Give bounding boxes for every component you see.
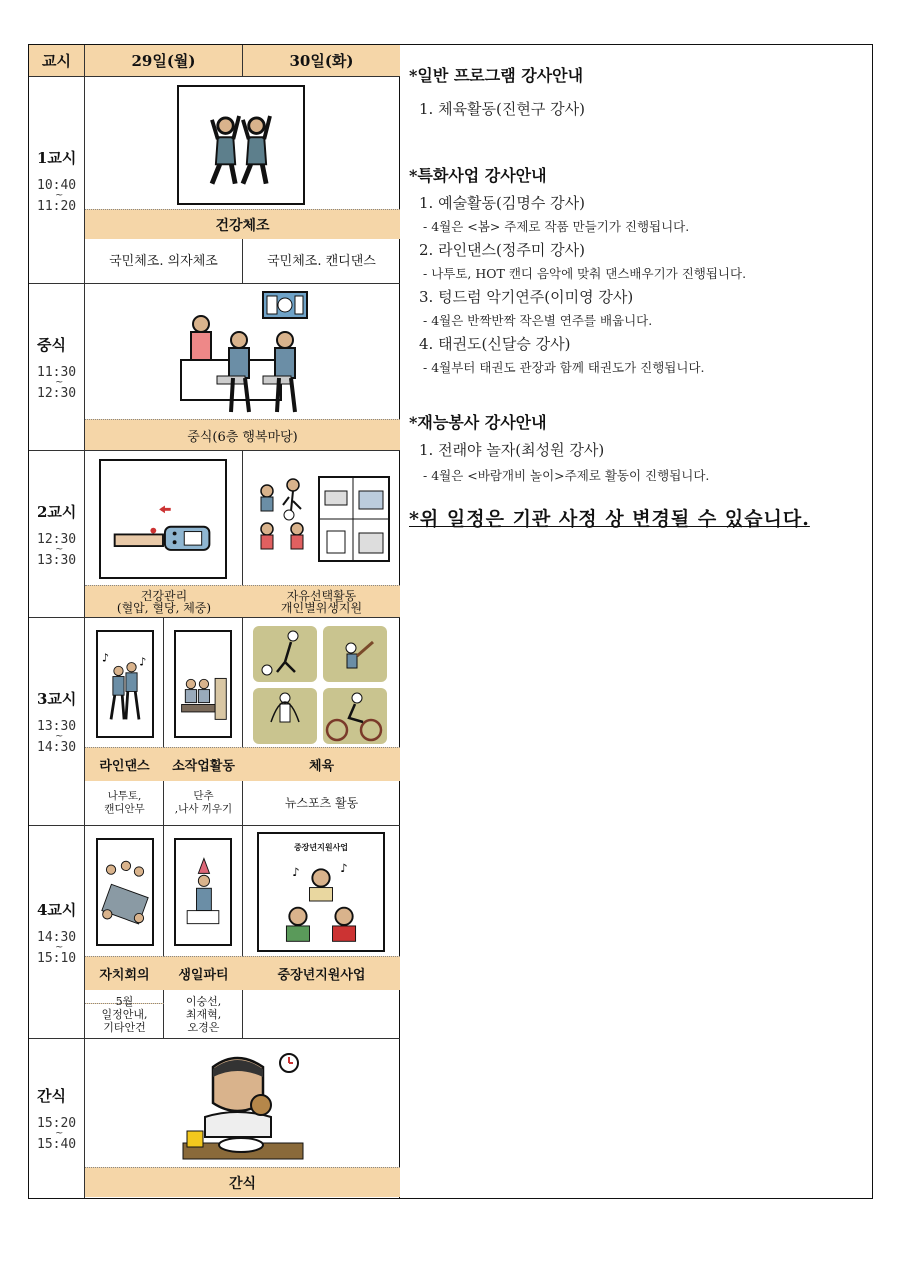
special-item-2: 2. 라인댄스(정주미 강사) bbox=[419, 241, 585, 259]
free-activity-icon bbox=[253, 471, 393, 571]
period-tilde: ~ bbox=[55, 731, 64, 742]
header-day2: 30일(화) bbox=[243, 45, 400, 77]
schedule-table bbox=[29, 45, 400, 1198]
p4-label-a: 자치회의 bbox=[85, 956, 164, 990]
period-start: 10:40 bbox=[37, 177, 77, 193]
special-item-3-desc: - 4월은 반짝반짝 작은별 연주를 배웁니다. bbox=[423, 313, 653, 328]
p3-a-cell bbox=[85, 618, 164, 826]
free-activity-picture bbox=[253, 471, 393, 571]
period-start: 14:30 bbox=[37, 929, 77, 945]
p1-note-day1: 국민체조. 의자체조 bbox=[85, 239, 243, 283]
p4-note-a: 5월 일정안내, 기타안건 bbox=[101, 994, 148, 1034]
special-item-1: 1. 예술활동(김명수 강사) bbox=[419, 194, 585, 212]
line-dance-picture bbox=[96, 630, 154, 738]
period-tilde: ~ bbox=[55, 376, 64, 388]
general-program-title: *일반 프로그램 강사안내 bbox=[409, 66, 584, 85]
health-check-picture bbox=[99, 459, 227, 579]
period-2 bbox=[29, 451, 85, 618]
exercise-picture bbox=[177, 85, 305, 205]
lunch-picture bbox=[177, 290, 317, 418]
p3-c-cell bbox=[243, 618, 400, 826]
period-start: 12:30 bbox=[37, 531, 77, 547]
p3-label-c: 체육 bbox=[243, 747, 400, 781]
svg-text:♪: ♪ bbox=[292, 865, 300, 880]
period-end: 15:40 bbox=[37, 1137, 77, 1152]
p3-note-c: 뉴스포츠 활동 bbox=[284, 795, 359, 810]
p3-note-b: 단추 ,나사 끼우기 bbox=[174, 790, 233, 815]
cafeteria-icon bbox=[177, 290, 317, 418]
p4-label-c: 중장년지원사업 bbox=[243, 956, 400, 990]
p1-cell bbox=[85, 77, 400, 284]
period-start: 15:20 bbox=[37, 1116, 77, 1131]
p2-day1-cell bbox=[85, 451, 243, 618]
lunch-cell bbox=[85, 284, 400, 451]
picture-caption: 중장년지원사업 bbox=[293, 843, 349, 852]
p2-label-day1: 건강관리 (혈압, 혈당, 체중) bbox=[85, 585, 243, 617]
lunch-label: 중식(6층 행복마당) bbox=[85, 419, 400, 450]
p3-label-a: 라인댄스 bbox=[85, 747, 164, 781]
blood-sugar-meter-icon bbox=[101, 461, 225, 577]
special-item-4: 4. 태권도(신달승 강사) bbox=[419, 335, 571, 353]
volunteer-item: 1. 전래야 놀자(최성원 강사) bbox=[419, 441, 605, 459]
p3-note-a: 나투토, 캔디안무 bbox=[104, 790, 145, 815]
meeting-picture bbox=[96, 838, 154, 946]
schedule-change-notice: *위 일정은 기관 사정 상 변경될 수 있습니다. bbox=[409, 508, 810, 530]
instructor-notes bbox=[409, 63, 869, 531]
birthday-picture bbox=[174, 838, 232, 946]
period-1 bbox=[29, 77, 85, 284]
singing-people-icon bbox=[259, 853, 383, 949]
small-work-picture bbox=[174, 630, 232, 738]
schedule-sheet bbox=[28, 44, 873, 1199]
snack-cell bbox=[85, 1039, 400, 1198]
period-name: 3교시 bbox=[37, 690, 77, 708]
volunteer-title: *재능봉사 강사안내 bbox=[409, 413, 547, 432]
period-tilde: ~ bbox=[55, 1128, 64, 1139]
special-item-1-desc: - 4월은 <봄> 주제로 작품 만들기가 진행됩니다. bbox=[423, 219, 690, 234]
period-end: 12:30 bbox=[37, 385, 77, 401]
sports-figures-icon bbox=[253, 626, 387, 744]
p4-label-b: 생일파티 bbox=[164, 956, 243, 990]
p1-label: 건강체조 bbox=[85, 209, 400, 239]
period-3 bbox=[29, 618, 85, 826]
svg-text:♪: ♪ bbox=[340, 861, 348, 876]
p4-note-b: 이숭선, 최재혁, 오경은 bbox=[185, 994, 222, 1034]
middle-age-support-picture bbox=[257, 832, 385, 952]
period-end: 15:10 bbox=[37, 950, 77, 966]
p3-b-cell bbox=[164, 618, 243, 826]
dancers-icon bbox=[98, 632, 152, 736]
snack-picture bbox=[177, 1047, 307, 1165]
p2-day2-cell bbox=[243, 451, 400, 618]
period-lunch bbox=[29, 284, 85, 451]
meeting-people-icon bbox=[98, 840, 152, 944]
snack-label: 간식 bbox=[85, 1167, 400, 1197]
volunteer-item-desc: - 4월은 <바람개비 놀이>주제로 활동이 진행됩니다. bbox=[423, 468, 710, 483]
workers-icon bbox=[176, 632, 230, 736]
period-start: 13:30 bbox=[37, 719, 77, 734]
period-name: 4교시 bbox=[37, 900, 77, 919]
eating-cookie-icon bbox=[177, 1047, 307, 1165]
period-end: 11:20 bbox=[37, 198, 77, 214]
period-4 bbox=[29, 826, 85, 1039]
p4-a-cell bbox=[85, 826, 164, 1039]
special-item-3: 3. 텅드럼 악기연주(이미영 강사) bbox=[419, 288, 634, 306]
period-tilde: ~ bbox=[55, 189, 64, 201]
period-name: 간식 bbox=[37, 1087, 66, 1105]
p4-b-cell bbox=[164, 826, 243, 1039]
period-start: 11:30 bbox=[37, 364, 77, 380]
period-end: 13:30 bbox=[37, 552, 77, 568]
exercise-people-icon bbox=[179, 87, 303, 203]
general-program-item: 1. 체육활동(진현구 강사) bbox=[419, 100, 585, 118]
special-item-4-desc: - 4월부터 태권도 관장과 함께 태권도가 진행됩니다. bbox=[423, 360, 705, 375]
svg-text:♪: ♪ bbox=[101, 651, 109, 665]
p3-label-b: 소작업활동 bbox=[164, 747, 243, 781]
special-program-title: *특화사업 강사안내 bbox=[409, 166, 547, 185]
period-tilde: ~ bbox=[55, 543, 64, 555]
svg-text:♪: ♪ bbox=[138, 655, 147, 669]
p4-c-cell bbox=[243, 826, 400, 1039]
header-period: 교시 bbox=[29, 45, 85, 77]
header-day1: 29일(월) bbox=[85, 45, 243, 77]
special-item-2-desc: - 나투토, HOT 캔디 음악에 맞춰 댄스배우기가 진행됩니다. bbox=[423, 266, 747, 281]
period-name: 1교시 bbox=[37, 148, 77, 167]
period-end: 14:30 bbox=[37, 740, 77, 755]
p1-note-day2: 국민체조. 캔디댄스 bbox=[267, 253, 376, 269]
period-snack bbox=[29, 1039, 85, 1198]
period-name: 2교시 bbox=[37, 502, 77, 521]
period-name: 중식 bbox=[37, 335, 66, 354]
period-tilde: ~ bbox=[55, 941, 64, 953]
p2-label-day2: 자유선택활동 개인별위생지원 bbox=[243, 585, 400, 617]
birthday-cake-icon bbox=[176, 840, 230, 944]
